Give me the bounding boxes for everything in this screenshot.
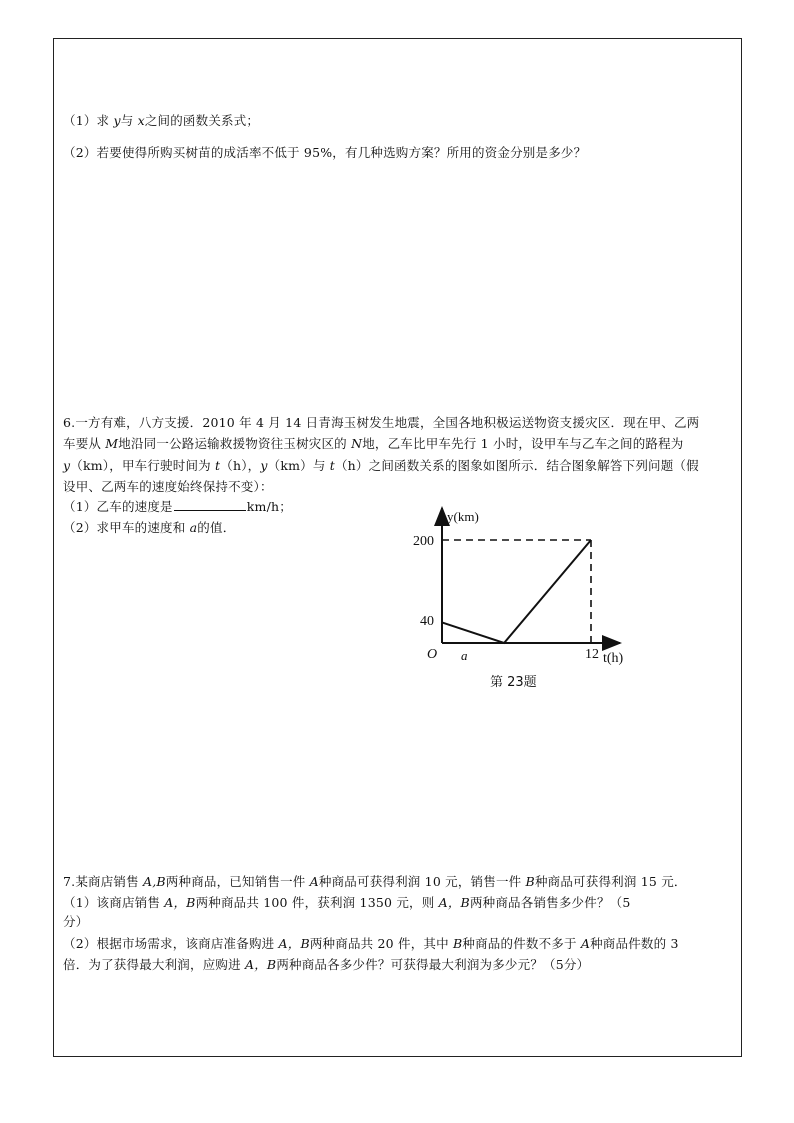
q6-line4: 设甲、乙两车的速度始终保持不变）：	[63, 479, 273, 494]
var-b: B	[525, 874, 535, 889]
q6-line2	[63, 436, 684, 452]
q7-text: （1）该商店销售	[63, 895, 165, 910]
distance-time-graph	[405, 500, 635, 672]
var-ab: A，B	[164, 895, 196, 910]
y-axis-label: y(km)	[447, 509, 479, 524]
y-tick-label: 40	[420, 614, 434, 629]
var-a: A	[580, 936, 591, 951]
var-ab: A,B	[143, 874, 166, 889]
q7-text: 种商品的件数不多于	[462, 936, 581, 951]
q7-text: 两种商品，已知销售一件	[165, 874, 310, 889]
q6-text: 地，乙车比甲车先行 1 小时，设甲车与乙车之间的路程为	[362, 436, 684, 451]
q7-line5	[63, 957, 589, 973]
q7-text: 倍．为了获得最大利润，应购进	[63, 957, 245, 972]
figure-caption: 第 23题	[490, 675, 537, 690]
q7-line1	[63, 874, 687, 890]
q7-text: 种商品件数的 3	[590, 936, 679, 951]
q6-line1: 6.一方有难，八方支援．2010 年 4 月 14 日青海玉树发生地震，全国各地积极运送物资支援灾区．现在甲、乙两	[63, 415, 700, 430]
q6-text: （km），甲车行驶时间为	[70, 458, 216, 473]
x-tick-label: 12	[585, 647, 599, 662]
q7-text: 种商品可获得利润 10 元，销售一件	[318, 874, 526, 889]
q6-line6	[63, 520, 235, 536]
var-y: y	[260, 458, 268, 473]
q6-text: （2）求甲车的速度和	[63, 520, 190, 535]
var-t: t	[215, 458, 221, 473]
q6-text: 的值．	[197, 520, 236, 535]
q5-part1-text: 与	[120, 113, 138, 128]
var-y: y	[63, 458, 71, 473]
y-tick-label: 200	[413, 534, 434, 549]
q6-text: km/h；	[246, 499, 292, 514]
var-n: N	[351, 436, 363, 451]
q6-line3	[63, 458, 699, 474]
var-y: y	[113, 113, 121, 128]
var-ab: A，B	[438, 895, 470, 910]
q5-part1-text: 之间的函数关系式；	[144, 113, 260, 128]
q5-part1	[63, 113, 259, 129]
q7-line4	[63, 936, 679, 952]
var-a: a	[189, 520, 198, 535]
q6-text: （km）与	[267, 458, 330, 473]
q7-text: 两种商品共 100 件，获利润 1350 元，则	[195, 895, 439, 910]
q5-part2: （2）若要使得所购买树苗的成活率不低于 95%，有几种选购方案？所用的资金分别是多少？	[63, 145, 587, 160]
q6-text: 车要从	[63, 436, 106, 451]
q5-part1-text: （1）求	[63, 113, 114, 128]
var-x: x	[137, 113, 145, 128]
x-tick-label: a	[461, 648, 468, 663]
var-m: M	[105, 436, 119, 451]
q7-text: （2）根据市场需求，该商店准备购进	[63, 936, 279, 951]
var-ab: A，B	[278, 936, 310, 951]
q6-text: （h），	[220, 458, 261, 473]
var-ab: A，B	[244, 957, 277, 972]
x-axis-label: t(h)	[603, 651, 624, 666]
q7-text: 两种商品共 20 件，其中	[309, 936, 453, 951]
series-line	[442, 540, 591, 643]
q7-text: 7.某商店销售	[63, 874, 143, 889]
q6-text: （1）乙车的速度是	[63, 499, 173, 514]
var-t: t	[329, 458, 335, 473]
origin-label: O	[427, 647, 438, 662]
q7-line2	[63, 895, 631, 911]
q6-text: 地沿同一公路运输救援物资往玉树灾区的	[118, 436, 352, 451]
answer-blank[interactable]	[174, 499, 246, 511]
q7-text: 两种商品各多少件？可获得最大利润为多少元？（5分）	[276, 957, 590, 972]
q7-text: 种商品可获得利润 15 元．	[534, 874, 687, 889]
q6-text: （h）之间函数关系的图象如图所示．结合图象解答下列问题（假	[334, 458, 699, 473]
var-b: B	[453, 936, 463, 951]
var-a: A	[309, 874, 319, 889]
q7-text: 两种商品各销售多少件？（5	[469, 895, 631, 910]
q7-line3: 分）	[63, 914, 89, 929]
q6-line5	[63, 499, 292, 515]
